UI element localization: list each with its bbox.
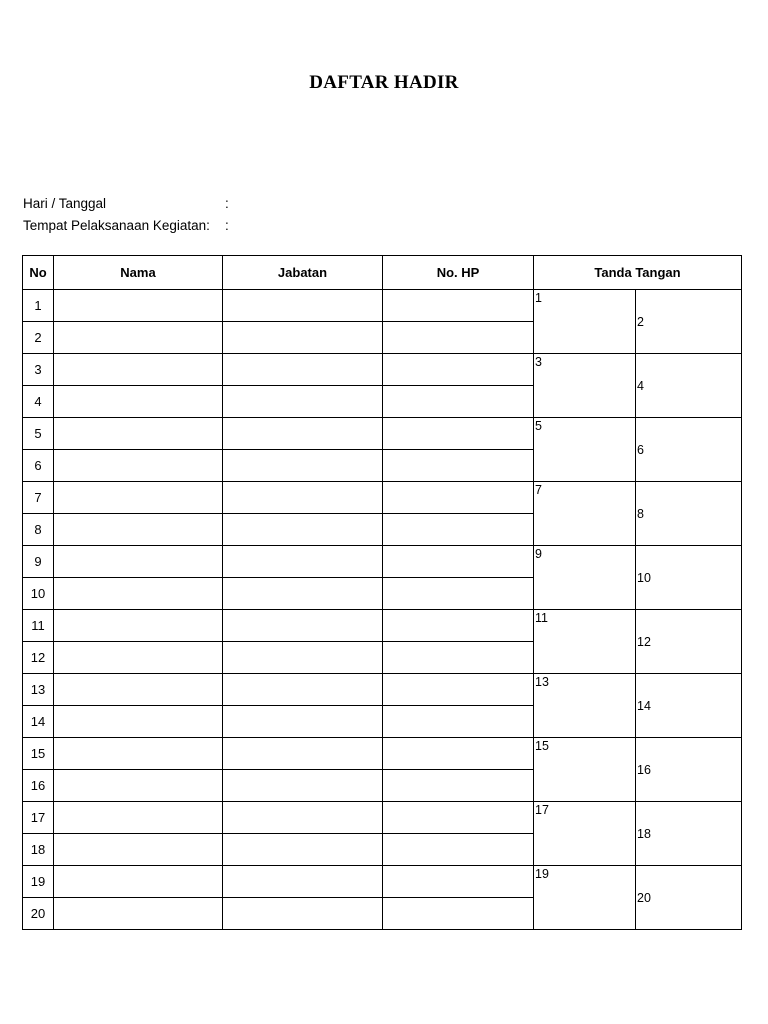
row-number: 14: [23, 706, 54, 738]
signature-cell[interactable]: [534, 482, 636, 546]
name-cell[interactable]: [54, 354, 223, 386]
phone-cell[interactable]: [383, 290, 534, 322]
name-cell[interactable]: [54, 450, 223, 482]
signature-cell[interactable]: [636, 738, 742, 802]
attendance-table: [22, 255, 742, 930]
table-row: [23, 738, 742, 770]
position-cell[interactable]: [223, 642, 383, 674]
row-number: 11: [23, 610, 54, 642]
name-cell[interactable]: [54, 802, 223, 834]
signature-number: 5: [535, 419, 542, 433]
name-cell[interactable]: [54, 674, 223, 706]
table-row: [23, 290, 742, 322]
signature-cell[interactable]: [534, 546, 636, 610]
table-row: [23, 674, 742, 706]
signature-number: 13: [535, 675, 549, 689]
name-cell[interactable]: [54, 322, 223, 354]
row-number: 18: [23, 834, 54, 866]
name-cell[interactable]: [54, 738, 223, 770]
table-row: [23, 866, 742, 898]
position-cell[interactable]: [223, 514, 383, 546]
position-cell[interactable]: [223, 450, 383, 482]
position-cell[interactable]: [223, 322, 383, 354]
row-number: 3: [23, 354, 54, 386]
signature-cell[interactable]: [534, 802, 636, 866]
row-number: 17: [23, 802, 54, 834]
row-number: 8: [23, 514, 54, 546]
date-label: Hari / Tanggal: [23, 196, 107, 211]
signature-cell[interactable]: [636, 354, 742, 418]
row-number: 6: [23, 450, 54, 482]
signature-cell[interactable]: [534, 610, 636, 674]
signature-number: 6: [637, 442, 644, 457]
position-cell[interactable]: [223, 898, 383, 930]
name-cell[interactable]: [54, 386, 223, 418]
row-number: 12: [23, 642, 54, 674]
position-cell[interactable]: [223, 802, 383, 834]
name-cell[interactable]: [54, 898, 223, 930]
position-cell[interactable]: [223, 738, 383, 770]
row-number: 1: [23, 290, 54, 322]
signature-number: 12: [637, 634, 651, 649]
name-cell[interactable]: [54, 706, 223, 738]
signature-number: 16: [637, 762, 651, 777]
signature-number: 9: [535, 547, 542, 561]
position-cell[interactable]: [223, 706, 383, 738]
signature-cell[interactable]: [534, 674, 636, 738]
name-cell[interactable]: [54, 866, 223, 898]
signature-cell[interactable]: [636, 674, 742, 738]
phone-cell[interactable]: [383, 450, 534, 482]
row-number: 2: [23, 322, 54, 354]
signature-number: 18: [637, 826, 651, 841]
name-cell[interactable]: [54, 482, 223, 514]
row-number: 15: [23, 738, 54, 770]
signature-number: 4: [637, 378, 644, 393]
header-jabatan: Jabatan: [223, 256, 383, 290]
signature-number: 20: [637, 890, 651, 905]
row-number: 4: [23, 386, 54, 418]
signature-cell[interactable]: [636, 610, 742, 674]
table-header-row: [23, 256, 742, 290]
place-colon: :: [225, 218, 229, 233]
row-number: 20: [23, 898, 54, 930]
phone-cell[interactable]: [383, 482, 534, 514]
signature-cell[interactable]: [534, 738, 636, 802]
table-row: [23, 546, 742, 578]
name-cell[interactable]: [54, 290, 223, 322]
signature-cell[interactable]: [636, 866, 742, 930]
phone-cell[interactable]: [383, 674, 534, 706]
header-tanda-tangan: Tanda Tangan: [534, 256, 742, 290]
position-cell[interactable]: [223, 834, 383, 866]
phone-cell[interactable]: [383, 610, 534, 642]
row-number: 19: [23, 866, 54, 898]
position-cell[interactable]: [223, 866, 383, 898]
position-cell[interactable]: [223, 578, 383, 610]
header-hp: No. HP: [383, 256, 534, 290]
row-number: 13: [23, 674, 54, 706]
phone-cell[interactable]: [383, 706, 534, 738]
signature-cell[interactable]: [534, 418, 636, 482]
row-number: 9: [23, 546, 54, 578]
row-number: 5: [23, 418, 54, 450]
date-row: [23, 196, 229, 211]
signature-number: 10: [637, 570, 651, 585]
signature-number: 2: [637, 314, 644, 329]
phone-cell[interactable]: [383, 354, 534, 386]
header-no: No: [23, 256, 54, 290]
phone-cell[interactable]: [383, 738, 534, 770]
table-row: [23, 482, 742, 514]
signature-cell[interactable]: [636, 546, 742, 610]
name-cell[interactable]: [54, 834, 223, 866]
signature-cell[interactable]: [534, 866, 636, 930]
signature-number: 7: [535, 483, 542, 497]
phone-cell[interactable]: [383, 834, 534, 866]
name-cell[interactable]: [54, 546, 223, 578]
table-row: [23, 802, 742, 834]
phone-cell[interactable]: [383, 418, 534, 450]
name-cell[interactable]: [54, 770, 223, 802]
place-label: Tempat Pelaksanaan Kegiatan:: [23, 218, 210, 233]
position-cell[interactable]: [223, 674, 383, 706]
name-cell[interactable]: [54, 610, 223, 642]
position-cell[interactable]: [223, 482, 383, 514]
row-number: 7: [23, 482, 54, 514]
position-cell[interactable]: [223, 610, 383, 642]
table-row: [23, 610, 742, 642]
name-cell[interactable]: [54, 578, 223, 610]
page-title: DAFTAR HADIR: [309, 72, 459, 93]
position-cell[interactable]: [223, 290, 383, 322]
position-cell[interactable]: [223, 546, 383, 578]
name-cell[interactable]: [54, 642, 223, 674]
signature-cell[interactable]: [636, 418, 742, 482]
position-cell[interactable]: [223, 770, 383, 802]
phone-cell[interactable]: [383, 386, 534, 418]
signature-number: 3: [535, 355, 542, 369]
signature-number: 17: [535, 803, 549, 817]
signature-cell[interactable]: [636, 290, 742, 354]
phone-cell[interactable]: [383, 770, 534, 802]
phone-cell[interactable]: [383, 866, 534, 898]
signature-number: 11: [535, 611, 548, 625]
signature-number: 15: [535, 739, 549, 753]
header-nama: Nama: [54, 256, 223, 290]
date-colon: :: [225, 196, 229, 211]
signature-cell[interactable]: [534, 290, 636, 354]
table-row: [23, 418, 742, 450]
signature-cell[interactable]: [636, 802, 742, 866]
place-row: [23, 218, 229, 233]
name-cell[interactable]: [54, 514, 223, 546]
phone-cell[interactable]: [383, 322, 534, 354]
phone-cell[interactable]: [383, 898, 534, 930]
phone-cell[interactable]: [383, 578, 534, 610]
row-number: 16: [23, 770, 54, 802]
signature-cell[interactable]: [636, 482, 742, 546]
phone-cell[interactable]: [383, 514, 534, 546]
signature-number: 19: [535, 867, 549, 881]
phone-cell[interactable]: [383, 642, 534, 674]
phone-cell[interactable]: [383, 802, 534, 834]
signature-number: 1: [535, 291, 542, 305]
row-number: 10: [23, 578, 54, 610]
position-cell[interactable]: [223, 418, 383, 450]
signature-number: 14: [637, 698, 651, 713]
position-cell[interactable]: [223, 354, 383, 386]
phone-cell[interactable]: [383, 546, 534, 578]
name-cell[interactable]: [54, 418, 223, 450]
position-cell[interactable]: [223, 386, 383, 418]
table-row: [23, 354, 742, 386]
signature-number: 8: [637, 506, 644, 521]
signature-cell[interactable]: [534, 354, 636, 418]
